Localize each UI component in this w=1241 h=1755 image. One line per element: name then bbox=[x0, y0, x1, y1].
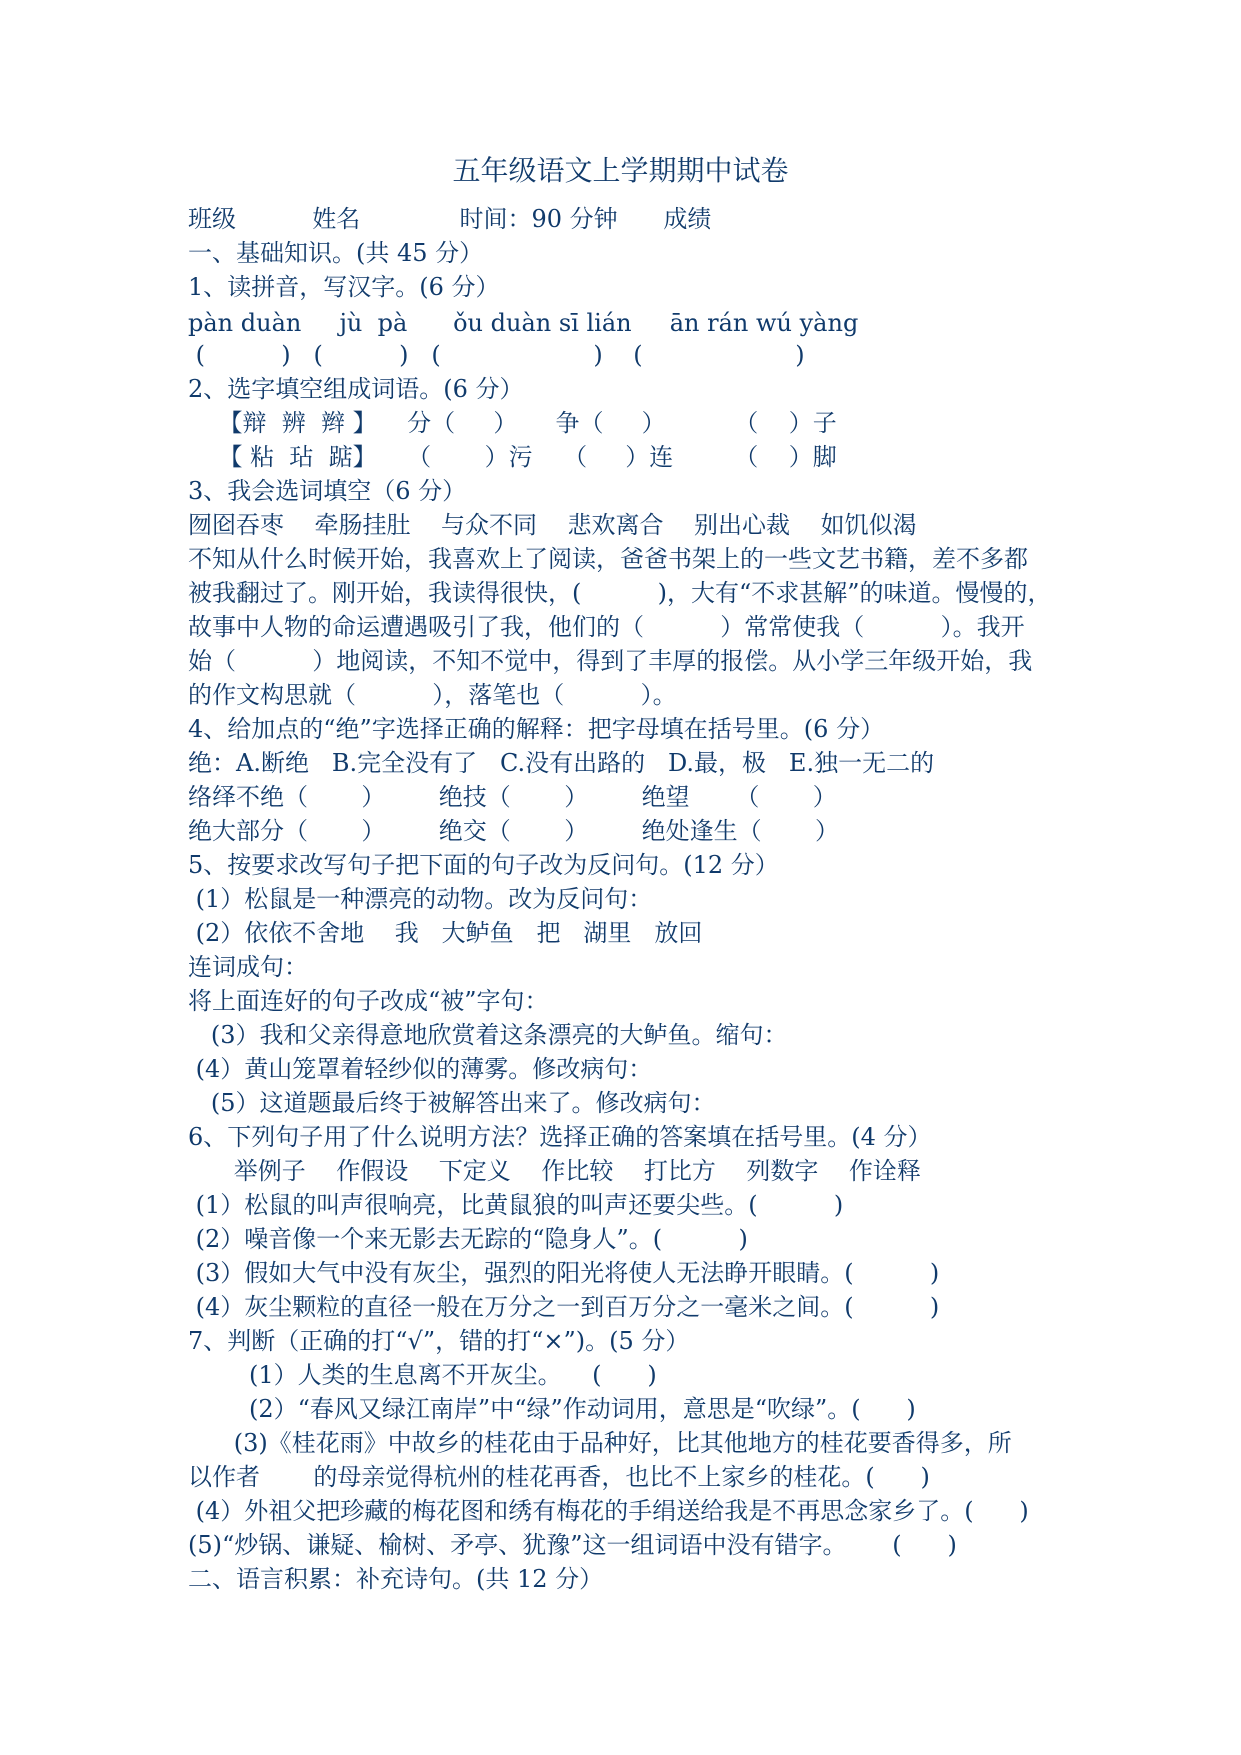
passage-line: 故事中人物的命运遭遇吸引了我，他们的（ ）常常使我（ ）。我开 bbox=[188, 613, 1025, 641]
method-options: 举例子 作假设 下定义 作比较 打比方 列数字 作诠释 bbox=[188, 1157, 921, 1185]
passage-line: 不知从什么时候开始，我喜欢上了阅读，爸爸书架上的一些文艺书籍，差不多都 bbox=[188, 545, 1028, 573]
item-row: 络绎不绝（ ） 绝技（ ） 绝望 （ ） bbox=[188, 783, 837, 811]
judgement-item: (4）外祖父把珍藏的梅花图和绣有梅花的手绢送给我是不再思念家乡了。( ) bbox=[188, 1497, 1029, 1525]
judgement-item: (2）“春风又绿江南岸”中“绿”作动词用，意思是“吹绿”。( ) bbox=[188, 1395, 916, 1423]
question-1: 1、读拼音，写汉字。(6 分） bbox=[188, 273, 500, 301]
judgement-item: (3)《桂花雨》中故乡的桂花由于品种好，比其他地方的桂花要香得多，所 bbox=[188, 1429, 1012, 1457]
sub-question: (2）依依不舍地 我 大鲈鱼 把 湖里 放回 bbox=[188, 919, 703, 947]
question-7: 7、判断（正确的打“√”，错的打“×”)。(5 分） bbox=[188, 1327, 690, 1355]
char-choice-row-1: 【辩 辨 辫 】 分（ ） 争（ ） （ ）子 bbox=[188, 409, 837, 437]
word-bank: 囫囵吞枣 牵肠挂肚 与众不同 悲欢离合 别出心裁 如饥似渴 bbox=[188, 511, 917, 539]
judgement-item: 以作者 的母亲觉得杭州的桂花再香，也比不上家乡的桂花。( ) bbox=[188, 1463, 930, 1491]
passage-line: 始（ ）地阅读，不知不觉中，得到了丰厚的报偿。从小学三年级开始，我 bbox=[188, 647, 1033, 675]
definition-options: 绝：A.断绝 B.完全没有了 C.没有出路的 D.最，极 E.独一无二的 bbox=[188, 749, 935, 777]
item-row: 绝大部分（ ） 绝交（ ） 绝处逢生（ ） bbox=[188, 817, 840, 845]
exam-info-row: 班级 姓名 时间：90 分钟 成绩 bbox=[188, 205, 712, 233]
sub-question: (1）松鼠是一种漂亮的动物。改为反问句： bbox=[188, 885, 653, 913]
question-2: 2、选字填空组成词语。(6 分） bbox=[188, 375, 524, 403]
question-5: 5、按要求改写句子把下面的句子改为反问句。(12 分） bbox=[188, 851, 779, 879]
char-choice-row-2: 【 粘 玷 踮】 （ ）污 （ ）连 （ ）脚 bbox=[188, 443, 837, 471]
question-4: 4、给加点的“绝”字选择正确的解释：把字母填在括号里。(6 分） bbox=[188, 715, 885, 743]
sub-question: (3）假如大气中没有灰尘，强烈的阳光将使人无法睁开眼睛。( ) bbox=[188, 1259, 940, 1287]
section-2-heading: 二、语言积累：补充诗句。(共 12 分） bbox=[188, 1565, 604, 1593]
sub-question: (2）噪音像一个来无影去无踪的“隐身人”。( ) bbox=[188, 1225, 748, 1253]
judgement-item: (1）人类的生息离不开灰尘。 ( ) bbox=[188, 1361, 657, 1389]
instruction-line: 连词成句： bbox=[188, 953, 308, 981]
sub-question: (1）松鼠的叫声很响亮，比黄鼠狼的叫声还要尖些。( ) bbox=[188, 1191, 844, 1219]
pinyin-row: pàn duàn jù pà ǒu duàn sī lián ān rán wú yàng bbox=[188, 309, 859, 337]
sub-question: (4）黄山笼罩着轻纱似的薄雾。修改病句： bbox=[188, 1055, 653, 1083]
sub-question: (5）这道题最后终于被解答出来了。修改病句： bbox=[188, 1089, 716, 1117]
question-3: 3、我会选词填空（6 分） bbox=[188, 477, 467, 505]
sub-question: (4）灰尘颗粒的直径一般在万分之一到百万分之一毫米之间。( ) bbox=[188, 1293, 940, 1321]
instruction-line: 将上面连好的句子改成“被”字句： bbox=[188, 987, 549, 1015]
passage-line: 的作文构思就（ ），落笔也（ ）。 bbox=[188, 681, 677, 709]
answer-brackets-row: ( ) ( ) ( ) ( ) bbox=[188, 341, 805, 369]
exam-title: 五年级语文上学期期中试卷 bbox=[452, 154, 789, 187]
question-6: 6、下列句子用了什么说明方法？选择正确的答案填在括号里。(4 分） bbox=[188, 1123, 932, 1151]
passage-line: 被我翻过了。刚开始，我读得很快，( )，大有“不求甚解”的味道。慢慢的， bbox=[188, 579, 1052, 607]
section-1-heading: 一、基础知识。(共 45 分） bbox=[188, 239, 484, 267]
judgement-item: (5)“炒锅、谦疑、榆树、矛亭、犹豫”这一组词语中没有错字。 ( ) bbox=[188, 1531, 957, 1559]
sub-question: (3）我和父亲得意地欣赏着这条漂亮的大鲈鱼。缩句： bbox=[188, 1021, 788, 1049]
